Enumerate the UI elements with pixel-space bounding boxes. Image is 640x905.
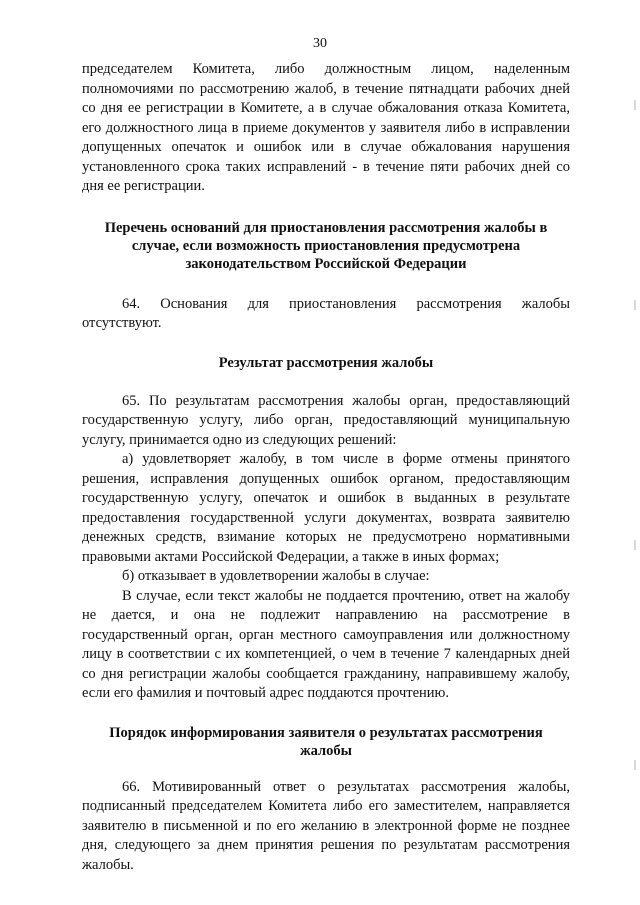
section-heading-result: Результат рассмотрения жалобы: [218, 354, 434, 371]
scan-edge-mark: [634, 760, 636, 770]
paragraph-66: 66. Мотивированный ответ о результатах рассмотрения жалобы, подписанный председателем Комитета либо его заместителем, направляется заявителю в письменной и по его желанию в электронной форме не позднее дня, следующего за днем принятия решения по результатам рассмотрения жалобы.: [82, 778, 570, 873]
paragraph-65-a: а) удовлетворяет жалобу, в том числе в форме отмены принятого решения, исправления допущенных ошибок органом, предоставляющим государственную услугу, опечаток и ошибок в выданных в результате предоставления государственной услуги документах, возврата заявителю денежных средств, взимание которых не предусмотрено нормативными правовыми актами Российской Федерации, а также в иных формах;: [82, 451, 570, 565]
scan-edge-mark: [634, 540, 636, 550]
scan-edge-mark: [634, 300, 636, 310]
paragraph-65-c: В случае, если текст жалобы не поддается прочтению, ответ на жалобу не дается, и она не подлежит направлению на рассмотрение в государственный орган, орган местного самоуправления или должностному лицу в соответствии с их компетенцией, о чем в течение 7 календарных дней со дня регистрации жалобы сообщается гражданину, направившему жалобу, если его фамилия и почтовый адрес поддаются прочтению.: [82, 587, 570, 701]
paragraph-intro: председателем Комитета, либо должностным лицом, наделенным полномочиями по рассмотрению жалоб, в течение пятнадцати рабочих дней со дня ее регистрации в Комитете, а в случае обжалования отказа Комитета, его должностного лица в приеме документов у заявителя либо в исправлении допущенных опечаток и ошибок или в случае обжалования нарушения установленного срока таких исправлений - в течение пяти рабочих дней со дня ее регистрации.: [82, 61, 570, 194]
page-number: 30: [313, 36, 327, 51]
section-heading-suspension: Перечень оснований для приостановления рассмотрения жалобы в случае, если возможность приостановления предусмотрена законодательством Российской Федерации: [104, 219, 548, 272]
paragraph-65-b: б) отказывает в удовлетворении жалобы в случае:: [122, 568, 430, 584]
document-body: [82, 60, 570, 875]
section-heading-inform: Порядок информирования заявителя о результатах рассмотрения жалобы: [109, 724, 543, 759]
scan-edge-mark: [634, 100, 636, 110]
paragraph-64: 64. Основания для приостановления рассмотрения жалобы отсутствуют.: [82, 295, 570, 331]
paragraph-65: 65. По результатам рассмотрения жалобы орган, предоставляющий государственную услугу, либо орган, предоставляющий муниципальную услугу, принимается одно из следующих решений:: [82, 392, 570, 448]
